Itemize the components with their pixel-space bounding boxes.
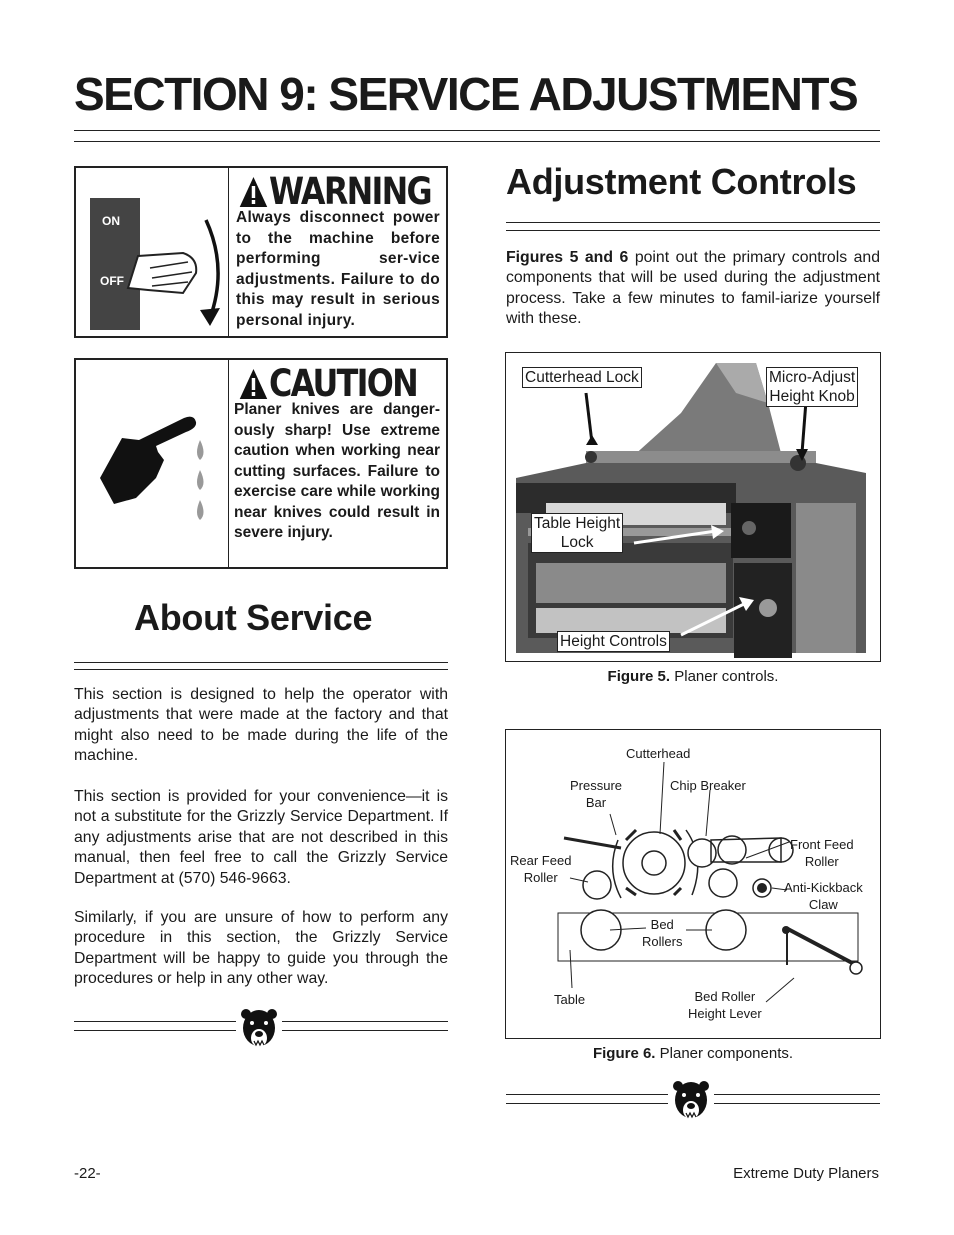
bed-rollers-line-2: Rollers: [642, 934, 683, 949]
about-paragraph-2: This section is provided for your convenience—it is not a substitute for the Grizzly Service Department. If any adjustments arise that are not described in this manual, then feel free to call the Grizzly Service Department at (570) 546-9663.: [74, 788, 448, 887]
bed-roller-lever-line-1: Bed Roller: [694, 989, 756, 1004]
right-divider-line-3: [714, 1094, 880, 1095]
bleeding-finger-icon: [94, 400, 214, 520]
caution-title: CAUTION: [268, 362, 417, 405]
left-divider-line-2: [74, 1030, 236, 1031]
cutterhead-lock-label: Cutterhead Lock: [522, 367, 642, 388]
figure-6-caption: [505, 1045, 881, 1062]
table-height-line-1: Table Height: [534, 515, 621, 532]
front-feed-line-1: Front Feed: [790, 837, 854, 852]
left-divider-line-3: [282, 1021, 448, 1022]
manual-title: Extreme Duty Planers: [733, 1165, 879, 1182]
bear-head-icon: [240, 1008, 278, 1050]
intro-figure-ref: Figures 5 and 6: [506, 249, 629, 266]
right-divider-line-4: [714, 1103, 880, 1104]
caution-header: [238, 364, 417, 404]
bed-roller-lever-label: [688, 988, 762, 1022]
figure-5-caption-text: Planer controls.: [670, 668, 779, 685]
about-service-heading: About Service: [134, 597, 373, 638]
figure-6-caption-label: Figure 6.: [592, 1045, 656, 1062]
height-controls-label: Height Controls: [557, 631, 670, 652]
section-title: SECTION 9: SERVICE ADJUSTMENTS: [74, 68, 858, 120]
micro-adjust-line-2: Height Knob: [769, 388, 855, 405]
rear-feed-roller-label: [510, 852, 571, 886]
warning-box: [74, 166, 448, 338]
switch-on-label: ON: [102, 214, 120, 228]
sharp-knife-illustration: [94, 400, 214, 525]
micro-adjust-label: [766, 367, 858, 407]
anti-kickback-claw-label: [784, 879, 863, 913]
right-divider-line-1: [506, 1094, 668, 1095]
caution-text: Planer knives are danger-ously sharp! Use extreme caution when working near cutting surfaces. Failure to exercise care while working near knives could result in severe injury.: [234, 401, 440, 541]
figure-6-component-diagram: [505, 729, 881, 1039]
micro-adjust-line-1: Micro-Adjust: [769, 369, 856, 386]
title-rule-top: [74, 130, 880, 131]
warning-header: [238, 172, 431, 212]
about-paragraph-3: Similarly, if you are unsure of how to perform any procedure in this section, the Grizzly Service Department will be happy to guide you through the procedures or help in any other way.: [74, 909, 448, 988]
warning-title: WARNING: [268, 170, 431, 213]
bed-rollers-line-1: Bed: [650, 917, 674, 932]
page-number: -22-: [74, 1165, 101, 1182]
figure-6-caption-text: Planer components.: [655, 1045, 794, 1062]
caution-triangle-icon: [238, 367, 269, 401]
bear-logo-right: [672, 1080, 710, 1127]
pressure-bar-label: [570, 777, 622, 811]
left-divider-line-1: [74, 1021, 236, 1022]
adjust-rule-bottom: [506, 230, 880, 231]
caution-divider: [228, 360, 229, 567]
table-height-line-2: Lock: [560, 534, 594, 551]
bear-logo-left: [240, 1008, 278, 1055]
rear-feed-line-2: Roller: [523, 870, 558, 885]
bear-head-icon: [672, 1080, 710, 1122]
right-divider-line-2: [506, 1103, 668, 1104]
table-height-lock-label: [531, 513, 623, 553]
figure-5-caption-label: Figure 5.: [607, 668, 671, 685]
adjustment-intro: [506, 248, 880, 330]
about-paragraph-1: This section is designed to help the operator with adjustments that were made at the factory and that might also need to be made during the life of the machine.: [74, 686, 448, 765]
cutterhead-label: Cutterhead: [626, 746, 691, 761]
anti-kickback-line-2: Claw: [808, 897, 838, 912]
about-rule-top: [74, 662, 448, 663]
caution-box: [74, 358, 448, 569]
bed-roller-lever-line-2: Height Lever: [688, 1006, 762, 1021]
adjustment-controls-heading: Adjustment Controls: [506, 161, 857, 202]
figure-5-caption: [505, 668, 881, 685]
intro-text: point out the primary controls and components that will be used during the adjustment process. Take a few minutes to famil-iarize yourself with these.: [506, 249, 880, 328]
anti-kickback-line-1: Anti-Kickback: [784, 880, 863, 895]
figure-5-planer-photo: [505, 352, 881, 662]
title-rule-bottom: [74, 141, 880, 142]
about-rule-bottom: [74, 669, 448, 670]
table-label: Table: [554, 992, 586, 1007]
front-feed-roller-label: [790, 836, 854, 870]
switch-off-label: OFF: [100, 274, 124, 288]
rear-feed-line-1: Rear Feed: [510, 853, 572, 868]
pressure-bar-line-2: Bar: [585, 795, 607, 810]
bed-rollers-label: [642, 916, 682, 950]
adjust-rule-top: [506, 222, 880, 223]
power-switch-illustration: [88, 198, 148, 328]
front-feed-line-2: Roller: [804, 854, 839, 869]
left-divider-line-4: [282, 1030, 448, 1031]
warning-text: Always disconnect power to the machine before performing ser-vice adjustments. Failure to do this may result in serious personal injury.: [236, 209, 440, 329]
chip-breaker-label: Chip Breaker: [670, 778, 746, 793]
pressure-bar-line-1: Pressure: [570, 778, 623, 793]
warning-triangle-icon: [238, 175, 269, 209]
